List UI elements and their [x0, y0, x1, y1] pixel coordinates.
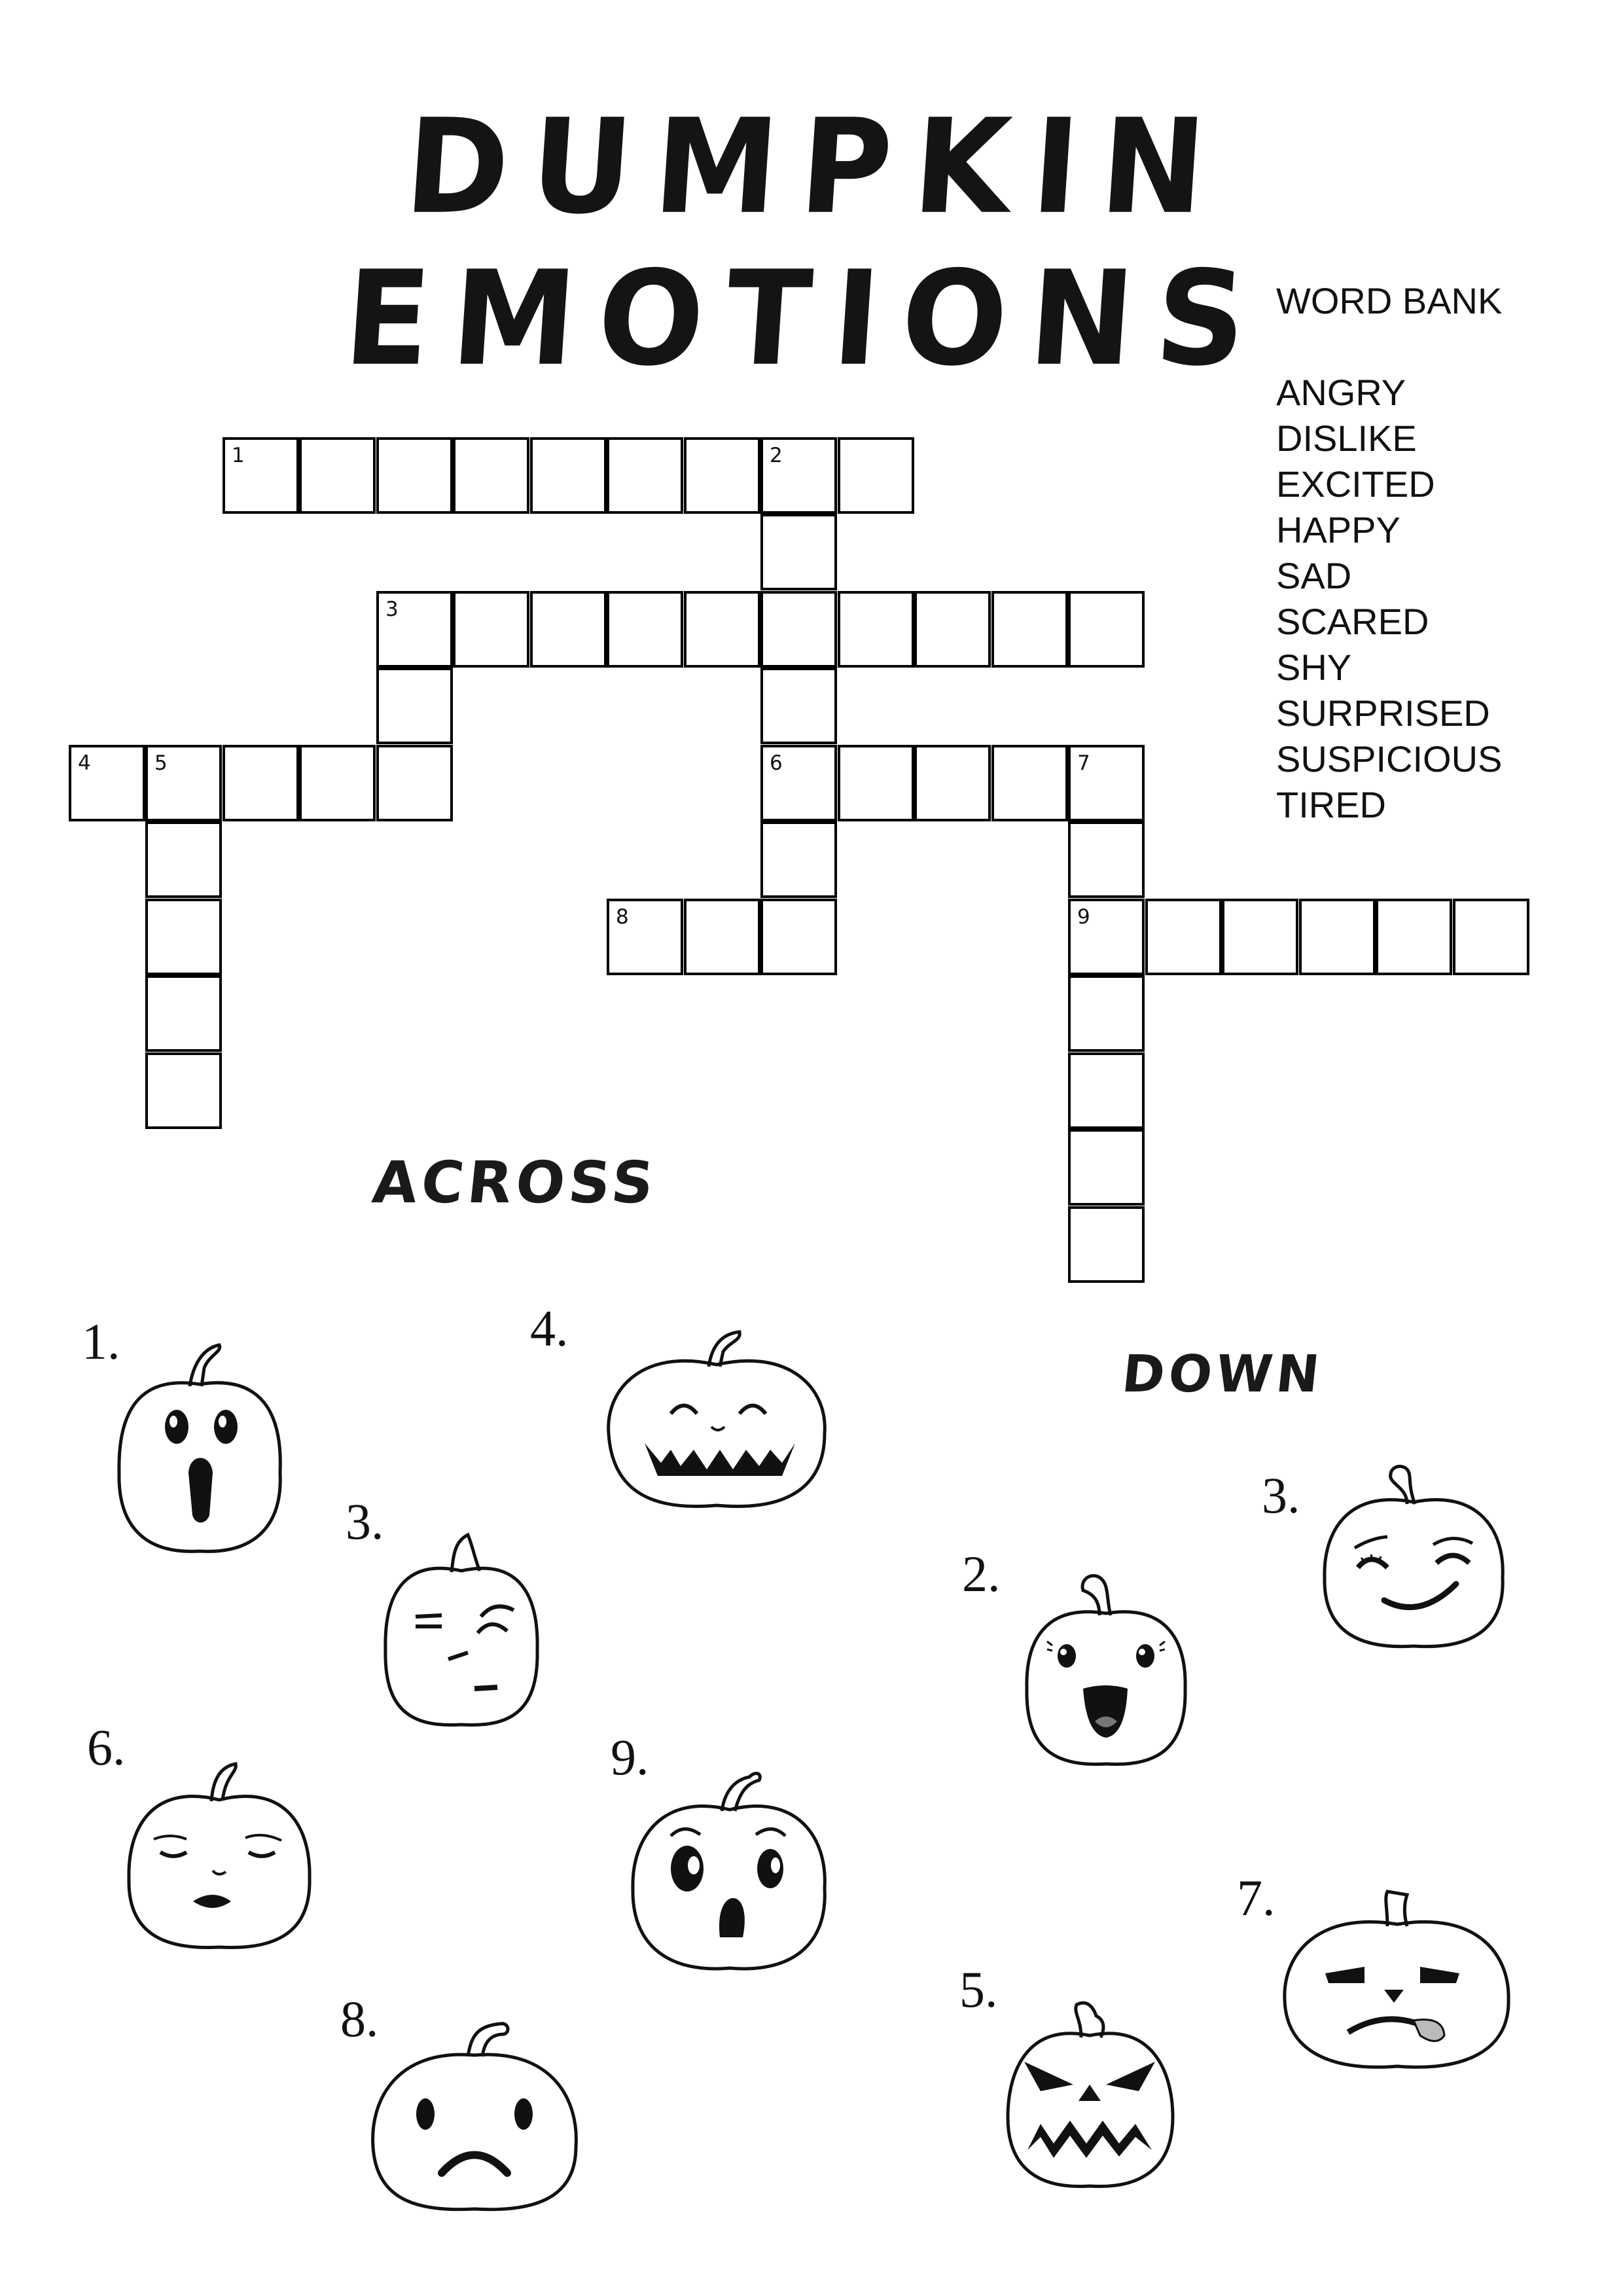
crossword-cell[interactable] — [838, 591, 914, 668]
crossword-cell[interactable] — [760, 745, 837, 821]
clue-number-1: 1 — [232, 444, 245, 467]
word-bank-item: SUSPICIOUS — [1276, 738, 1503, 780]
word-bank-item: ANGRY — [1276, 372, 1406, 413]
crossword-cell[interactable] — [1068, 1129, 1145, 1206]
crossword-cell[interactable] — [1068, 821, 1145, 898]
across-clue-3: 3. — [346, 1493, 384, 1550]
scared-pumpkin-icon — [995, 1986, 1185, 2196]
crossword-cell[interactable] — [145, 899, 222, 975]
crossword-cell[interactable] — [1068, 745, 1145, 821]
word-bank-item: EXCITED — [1276, 463, 1435, 505]
sad-pumpkin-icon — [363, 2009, 586, 2219]
crossword-cell[interactable] — [1068, 1052, 1145, 1129]
excited-pumpkin-icon — [625, 1757, 834, 1980]
crossword-cell[interactable] — [299, 745, 376, 821]
down-clue-2: 2. — [962, 1545, 1001, 1602]
crossword-cell[interactable] — [376, 668, 453, 744]
crossword-cell[interactable] — [684, 899, 760, 975]
clue-number-6: 6 — [770, 751, 783, 775]
crossword-cell[interactable] — [838, 437, 914, 514]
word-bank-item: HAPPY — [1276, 509, 1400, 550]
crossword-cell[interactable] — [145, 821, 222, 898]
crossword-cell[interactable] — [1068, 591, 1145, 668]
clue-number-9: 9 — [1077, 905, 1090, 929]
crossword-cell[interactable] — [684, 591, 760, 668]
crossword-cell[interactable] — [1453, 899, 1529, 975]
crossword-cell[interactable] — [530, 591, 607, 668]
word-bank-item: DISLIKE — [1276, 418, 1417, 459]
word-bank-item: SHY — [1276, 647, 1352, 688]
down-clue-7: 7. — [1237, 1869, 1275, 1926]
clue-number-3: 3 — [385, 598, 399, 621]
crossword-cell[interactable] — [838, 745, 914, 821]
crossword-cell[interactable] — [145, 745, 222, 821]
happy-pumpkin-icon — [599, 1322, 834, 1518]
crossword-cell[interactable] — [760, 591, 837, 668]
crossword-cell[interactable] — [760, 668, 837, 744]
suspicious-pumpkin-icon — [376, 1518, 546, 1734]
across-clue-1: 1. — [82, 1313, 120, 1370]
down-heading: DOWN — [1119, 1345, 1327, 1404]
crossword-cell[interactable] — [1222, 899, 1298, 975]
crossword-cell[interactable] — [914, 745, 991, 821]
clue-number-7: 7 — [1077, 751, 1090, 775]
crossword-cell[interactable] — [1068, 899, 1145, 975]
word-bank-item: TIRED — [1276, 784, 1386, 825]
crossword-cell[interactable] — [223, 745, 299, 821]
crossword-cell[interactable] — [607, 591, 683, 668]
down-clue-5: 5. — [959, 1961, 998, 2018]
crossword-cell[interactable] — [991, 745, 1068, 821]
page-title: DUMPKIN EMOTIONS — [340, 90, 1274, 395]
crossword-cell[interactable] — [607, 437, 683, 514]
crossword-cell[interactable] — [453, 591, 529, 668]
across-clue-6: 6. — [87, 1719, 126, 1776]
crossword-cell[interactable] — [760, 514, 837, 590]
crossword-cell[interactable] — [376, 745, 453, 821]
across-clue-9: 9. — [611, 1729, 649, 1785]
dislike-pumpkin-icon — [1315, 1460, 1512, 1656]
crossword-cell[interactable] — [69, 745, 145, 821]
word-bank-item: SAD — [1276, 555, 1352, 596]
across-heading: ACROSS — [369, 1149, 661, 1216]
crossword-cell[interactable] — [1299, 899, 1376, 975]
angry-pumpkin-icon — [1273, 1875, 1522, 2078]
word-bank-title: WORD BANK — [1276, 280, 1503, 321]
crossword-cell[interactable] — [760, 821, 837, 898]
word-bank-item: SURPRISED — [1276, 692, 1490, 734]
down-clue-3: 3. — [1262, 1467, 1300, 1524]
crossword-cell[interactable] — [223, 437, 299, 514]
word-bank-item: SCARED — [1276, 601, 1429, 642]
crossword-cell[interactable] — [760, 437, 837, 514]
surprised-pumpkin-icon — [111, 1329, 288, 1564]
crossword-cell[interactable] — [1376, 899, 1452, 975]
crossword-cell[interactable] — [299, 437, 376, 514]
crossword-cell[interactable] — [453, 437, 529, 514]
crossword-cell[interactable] — [1068, 1206, 1145, 1283]
crossword-cell[interactable] — [914, 591, 991, 668]
crossword-cell[interactable] — [530, 437, 607, 514]
crossword-cell[interactable] — [145, 975, 222, 1052]
across-clue-8: 8. — [340, 1990, 379, 2047]
crossword-cell[interactable] — [991, 591, 1068, 668]
crossword-cell[interactable] — [376, 437, 453, 514]
crossword-cell[interactable] — [376, 591, 453, 668]
clue-number-8: 8 — [616, 905, 629, 929]
clue-number-2: 2 — [770, 444, 783, 467]
crossword-cell[interactable] — [760, 899, 837, 975]
crossword-cell[interactable] — [145, 1052, 222, 1129]
word-bank — [1276, 278, 1502, 828]
crossword-cell[interactable] — [1068, 975, 1145, 1052]
across-clue-4: 4. — [530, 1300, 569, 1357]
tired-pumpkin-icon — [121, 1748, 317, 1957]
crossword-cell[interactable] — [684, 437, 760, 514]
clue-number-5: 5 — [154, 751, 168, 775]
shy-pumpkin-icon — [1018, 1564, 1194, 1774]
crossword-cell[interactable] — [1145, 899, 1222, 975]
crossword-cell[interactable] — [607, 899, 683, 975]
clue-number-4: 4 — [78, 751, 91, 775]
